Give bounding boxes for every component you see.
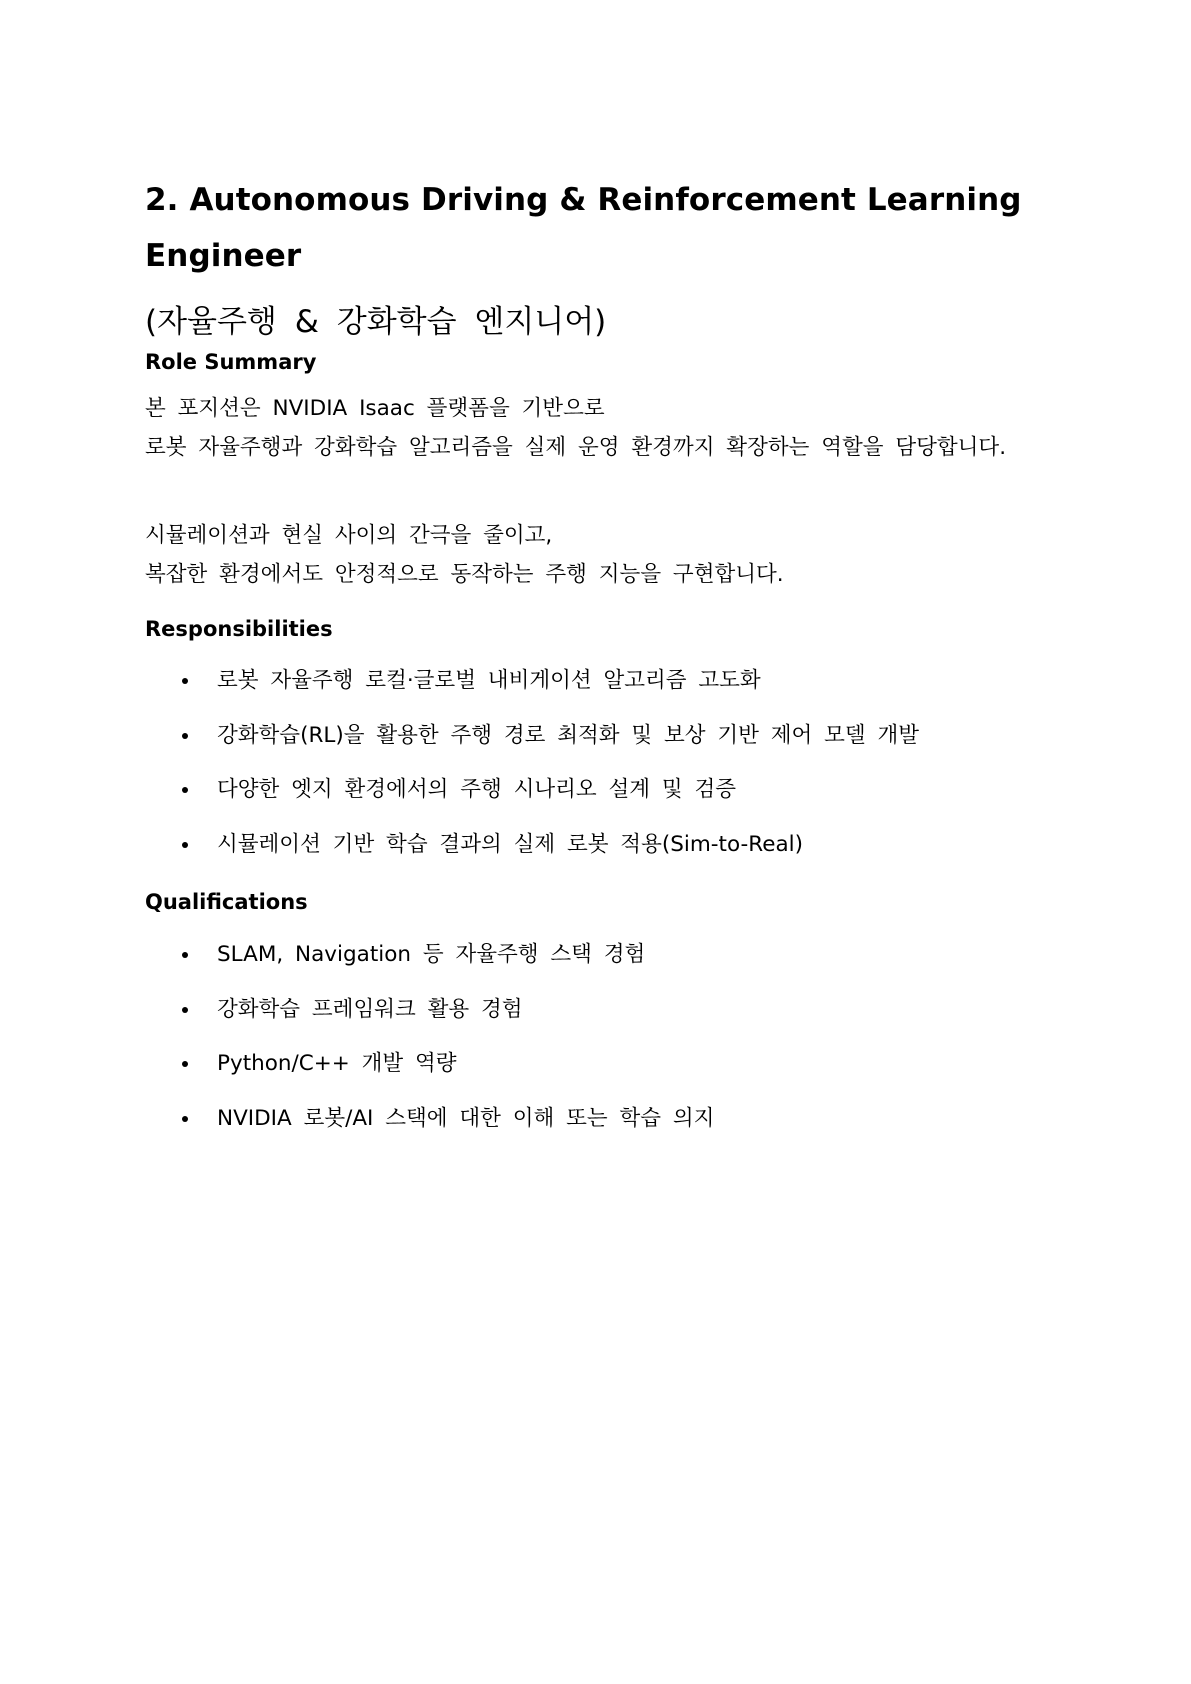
list-item [145,1104,714,1159]
bullet-icon [182,1007,188,1013]
qualifications-list [145,940,714,1158]
paragraph-line: 시뮬레이션과 현실 사이의 간극을 줄이고, [145,523,553,548]
paragraph-line: 로봇 자율주행과 강화학습 알고리즘을 실제 운영 환경까지 확장하는 역할을 담당합니다. [145,435,1007,460]
list-item-text: 다양한 엣지 환경에서의 주행 시나리오 설계 및 검증 [217,777,736,802]
list-item-text: Python/C++ 개발 역량 [217,1051,457,1076]
list-item-text: 강화학습 프레임워크 활용 경험 [217,996,523,1022]
list-item-text: 로봇 자율주행 로컬·글로벌 내비게이션 알고리즘 고도화 [217,668,761,693]
bullet-icon [182,842,188,848]
list-item [145,830,919,885]
bullet-icon [182,678,188,684]
bullet-icon [182,1116,188,1122]
page-subtitle: (자율주행 & 강화학습 엔지니어) [145,304,607,340]
list-item [145,666,919,721]
list-item [145,995,714,1050]
list-item-text: SLAM, Navigation 등 자율주행 스택 경험 [217,942,646,967]
bullet-icon [182,1061,188,1067]
list-item-text: NVIDIA 로봇/AI 스택에 대한 이해 또는 학습 의지 [217,1105,715,1131]
paragraph-line: 본 포지션은 NVIDIA Isaac 플랫폼을 기반으로 [145,396,605,421]
list-item [145,1049,714,1104]
paragraph-line: 복잡한 환경에서도 안정적으로 동작하는 주행 지능을 구현합니다. [145,562,784,587]
list-item-text: 시뮬레이션 기반 학습 결과의 실제 로봇 적용(Sim-to-Real) [217,831,804,857]
list-item-text: 강화학습(RL)을 활용한 주행 경로 최적화 및 보상 기반 제어 모델 개발 [217,722,920,748]
title-line-1: 2. Autonomous Driving & Reinforcement Learning [145,182,1022,218]
responsibilities-list [145,666,919,884]
bullet-icon [182,787,188,793]
list-item [145,775,919,830]
role-summary-paragraph-2 [145,516,784,594]
role-summary-paragraph-1 [145,389,1006,467]
bullet-icon [182,952,188,958]
responsibilities-heading: Responsibilities [145,617,333,641]
role-summary-heading: Role Summary [145,350,317,374]
page-title [145,172,1045,284]
title-line-2: Engineer [145,238,302,274]
bullet-icon [182,733,188,739]
list-item [145,721,919,776]
qualifications-heading: Qualifications [145,890,308,914]
list-item [145,940,714,995]
